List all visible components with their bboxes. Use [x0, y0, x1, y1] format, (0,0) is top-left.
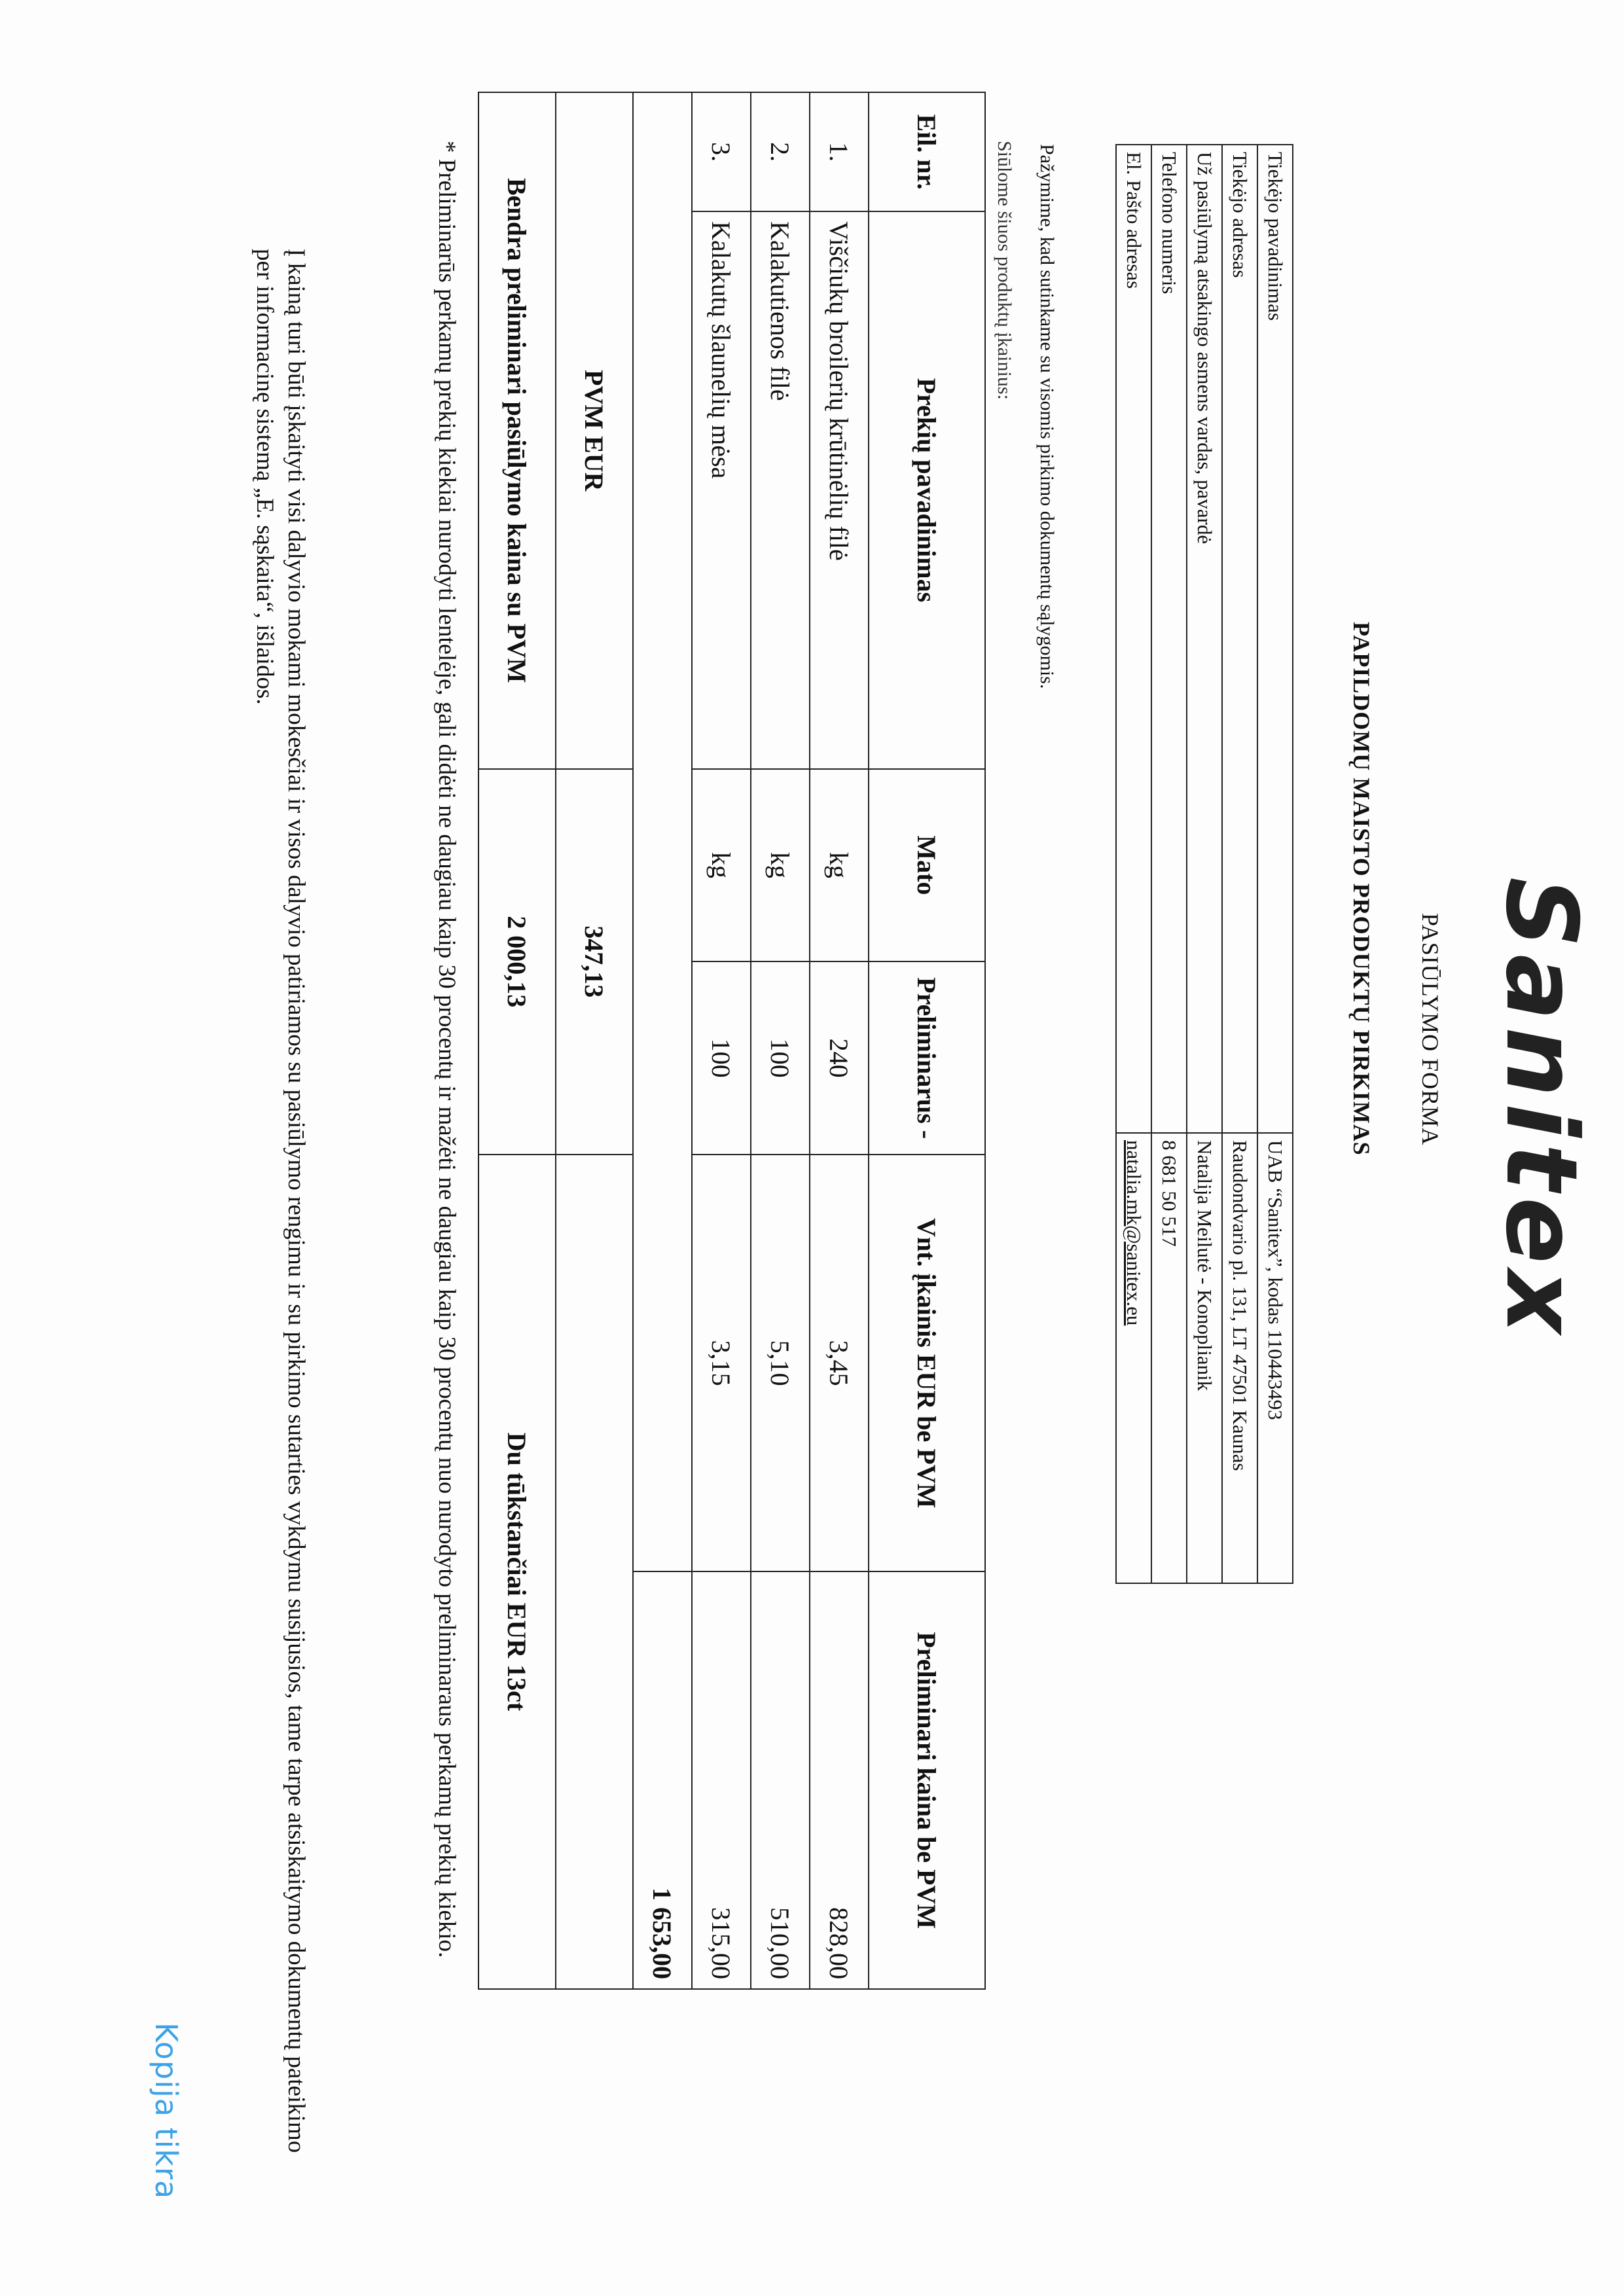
cell-name: Kalakutienos filė	[751, 211, 810, 768]
table-row	[692, 92, 751, 1989]
header-total: Preliminari kaina be PVM	[869, 1571, 985, 1989]
header-qty: Preliminarus -	[869, 961, 985, 1155]
cell-total: 510,00	[751, 1571, 810, 1989]
info-row	[1222, 145, 1257, 1583]
form-subtitle: PASIŪLYMO FORMA	[1417, 913, 1443, 1146]
cell-total: 828,00	[810, 1571, 869, 1989]
vat-label: PVM EUR	[556, 92, 633, 769]
email-value[interactable]: natalia.mk@sanitex.eu	[1116, 1133, 1151, 1583]
info-row	[1187, 145, 1222, 1583]
info-label: Tiekėjo pavadinimas	[1257, 145, 1293, 1133]
cell-qty: 100	[692, 961, 751, 1155]
cell-no: 3.	[692, 92, 751, 211]
cell-unit-price: 3,15	[692, 1155, 751, 1572]
grand-total-value: 2 000,13	[478, 769, 556, 1155]
copy-stamp: Kopija tikra	[149, 2022, 184, 2200]
subtotal-value: 1 653,00	[633, 1571, 692, 1989]
cell-qty: 240	[810, 961, 869, 1155]
cell-unit-price: 5,10	[751, 1155, 810, 1572]
cell-name: Viščiukų broilerių krūtinėlių filė	[810, 211, 869, 768]
vat-value: 347,13	[556, 769, 633, 1155]
cell-unit: kg	[692, 769, 751, 962]
info-value: 8 681 50 517	[1151, 1133, 1187, 1583]
info-label: Tiekėjo adresas	[1222, 145, 1257, 1133]
sanitex-logo: Sanitex	[1484, 877, 1598, 1340]
table-header-row	[869, 92, 985, 1989]
info-row	[1116, 145, 1151, 1583]
header-unit: Mato	[869, 769, 985, 962]
quantity-footnote: * Preliminarūs perkamų prekių kiekiai nurodyti lentelėje, gali didėti ne daugiau kaip 30 procentų ir mažėti ne daugiau kaip 30 procentų nuo nurodyto preliminaraus perkamų prekių kiekio.	[433, 141, 460, 1958]
info-value: UAB “Sanitex”, kodas 110443493	[1257, 1133, 1293, 1583]
table-row	[751, 92, 810, 1989]
header-no: Eil. nr.	[869, 92, 985, 211]
cell-unit: kg	[810, 769, 869, 962]
document-title: PAPILDOMŲ MAISTO PRODUKTŲ PIRKIMAS	[1348, 622, 1375, 1156]
cell-qty: 100	[751, 961, 810, 1155]
products-table	[478, 92, 986, 1990]
vat-spacer	[556, 1155, 633, 1989]
info-label: Už pasiūlymą atsakingo asmens vardas, pavardė	[1187, 145, 1222, 1133]
cell-unit-price: 3,45	[810, 1155, 869, 1572]
table-row	[810, 92, 869, 1989]
subtotal-spacer	[633, 92, 692, 1571]
header-name: Prekių pavadinimas	[869, 211, 985, 768]
offer-note: Siūlome šiuos produktų įkainius:	[994, 141, 1015, 400]
cell-unit: kg	[751, 769, 810, 962]
supplier-info-table	[1115, 144, 1293, 1584]
cell-no: 1.	[810, 92, 869, 211]
grand-total-row	[478, 92, 556, 1989]
info-label: El. Pašto adresas	[1116, 145, 1151, 1133]
vat-row	[556, 92, 633, 1989]
price-footnote: Į kainą turi būti įskaityti visi dalyvio mokami mokesčiai ir visos dalyvio patiriamos su pasiūlymo rengimu ir su pirkimo sutarties vykdymu susijusios, tame tarpe atsiskaitymo dokumentų pateikimo per informacinę sistemą „E. sąskaita“, išlaidos.	[251, 249, 310, 2153]
subtotal-row	[633, 92, 692, 1989]
conditions-note: Pažymime, kad sutinkame su visomis pirkimo dokumentų sąlygomis.	[1036, 144, 1058, 689]
info-row	[1257, 145, 1293, 1583]
cell-total: 315,00	[692, 1571, 751, 1989]
header-unit-price: Vnt. įkainis EUR be PVM	[869, 1155, 985, 1572]
cell-no: 2.	[751, 92, 810, 211]
info-row	[1151, 145, 1187, 1583]
info-label: Telefono numeris	[1151, 145, 1187, 1133]
info-value: Raudondvario pl. 131, LT 47501 Kaunas	[1222, 1133, 1257, 1583]
cell-name: Kalakutų šlaunelių mėsa	[692, 211, 751, 768]
grand-total-words: Du tūkstančiai EUR 13ct	[478, 1155, 556, 1989]
grand-total-label: Bendra preliminari pasiūlymo kaina su PVM	[478, 92, 556, 769]
info-value: Natalija Meilutė - Konoplianik	[1187, 1133, 1222, 1583]
